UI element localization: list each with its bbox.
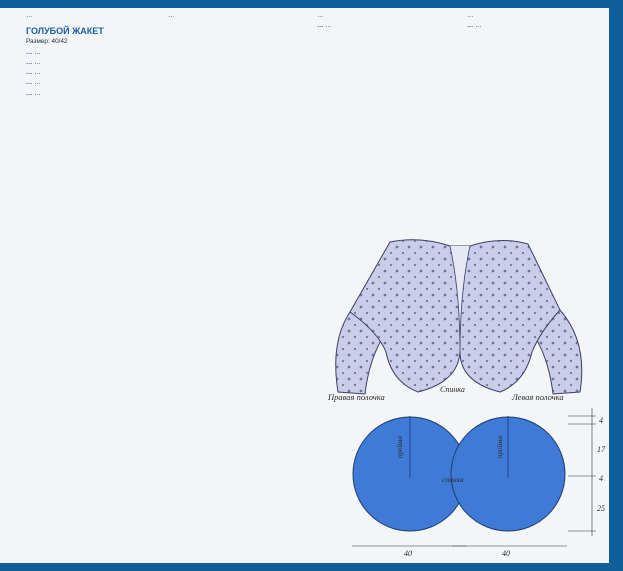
label-right-front: Правая полочка — [328, 392, 385, 402]
stitch-label: … — [26, 58, 33, 66]
label-armhole-right: пройма — [496, 436, 504, 458]
density-paragraph — [26, 69, 160, 77]
col2-paragraph: … — [168, 12, 175, 19]
assembly-paragraph — [467, 22, 605, 30]
back-paragraph — [26, 90, 160, 98]
label-armhole-left: пройма — [396, 436, 404, 458]
density-label: … — [26, 69, 33, 77]
assembly-text: … — [475, 22, 482, 30]
bottom-border — [0, 563, 623, 571]
back-text: … — [34, 89, 41, 97]
sleeve-label: … — [317, 22, 324, 30]
stitch-paragraph — [26, 59, 160, 67]
article-title: ГОЛУБОЙ ЖАКЕТ — [26, 26, 104, 37]
text-column-3 — [317, 12, 453, 242]
size-line: Размер: 40/42 — [26, 38, 68, 46]
materials-label: … — [26, 48, 33, 56]
pattern-schema — [322, 386, 612, 561]
sleeve-paragraph — [317, 22, 453, 30]
dim-mid2: 4 — [599, 474, 603, 483]
sleeve-text: … — [325, 22, 332, 30]
stitch-text: … — [34, 58, 41, 66]
dim-total: 25 — [597, 504, 605, 513]
col4-paragraph: … — [467, 12, 474, 19]
dim-mid: 17 — [597, 445, 605, 454]
back-label: … — [26, 89, 33, 97]
text-column-2 — [168, 12, 304, 560]
label-center-back: спинка — [442, 475, 464, 484]
materials-paragraph — [26, 49, 160, 57]
label-back: Спинка — [440, 386, 465, 394]
col3-paragraph: … — [317, 12, 324, 19]
top-border — [0, 0, 623, 8]
assembly-label: … — [467, 22, 474, 30]
jacket-illustration — [310, 232, 608, 402]
front-paragraph — [26, 79, 160, 87]
materials-text: … — [34, 48, 41, 56]
label-left-front: Левая полочка — [512, 392, 564, 402]
intro-paragraph: … — [26, 12, 33, 19]
text-column-4 — [467, 12, 605, 242]
dim-top: 4 — [599, 416, 603, 425]
front-text: … — [34, 79, 41, 87]
density-text: … — [34, 69, 41, 77]
width-right: 40 — [502, 549, 510, 558]
width-left: 40 — [404, 549, 412, 558]
text-column-1 — [26, 12, 160, 560]
front-label: … — [26, 79, 33, 87]
